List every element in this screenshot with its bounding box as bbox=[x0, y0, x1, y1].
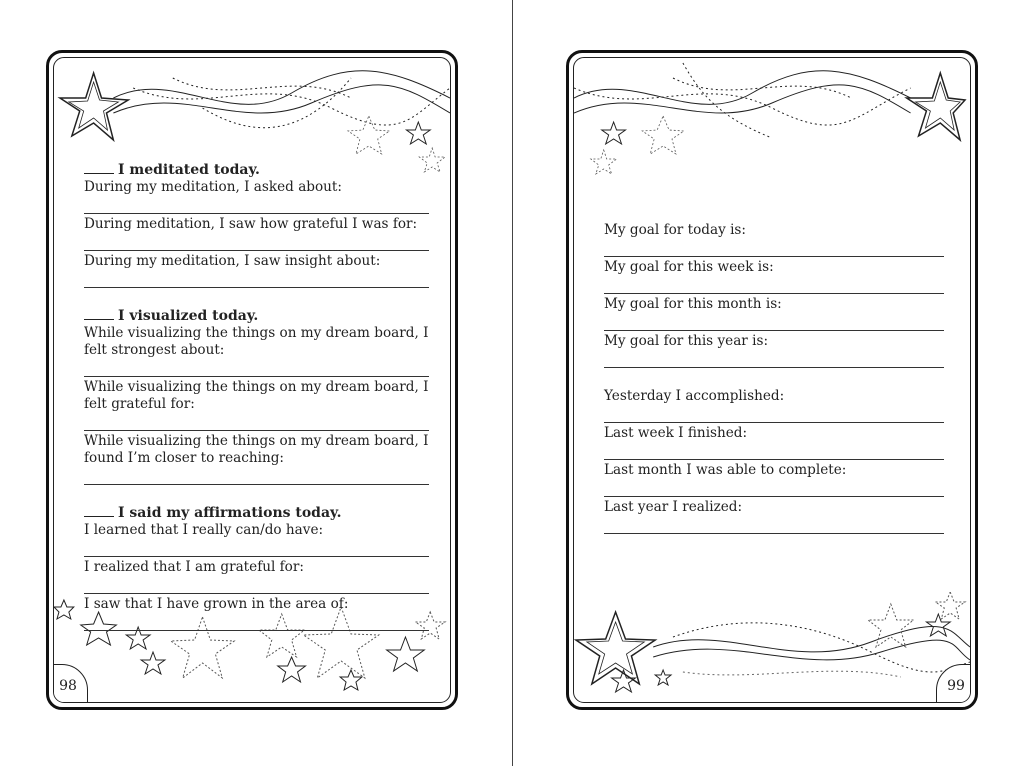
star-icon bbox=[655, 670, 671, 685]
bottom-stars-decoration bbox=[574, 592, 970, 702]
answer-line[interactable] bbox=[84, 467, 429, 485]
left-page-content bbox=[84, 162, 429, 633]
star-icon bbox=[591, 150, 617, 174]
answer-line[interactable] bbox=[604, 405, 944, 423]
answer-line[interactable] bbox=[84, 196, 429, 214]
answer-line[interactable] bbox=[604, 276, 944, 294]
prompt-text: My goal for today is: bbox=[604, 222, 746, 238]
prompt-text: Last month I was able to complete: bbox=[604, 462, 847, 478]
star-icon bbox=[387, 637, 425, 671]
top-stars-decoration bbox=[574, 58, 970, 198]
left-page bbox=[46, 50, 458, 710]
answer-line[interactable] bbox=[604, 350, 944, 368]
star-icon bbox=[54, 600, 74, 619]
star-icon bbox=[602, 122, 626, 144]
left-page-frame bbox=[53, 57, 451, 703]
prompt-text: My goal for this year is: bbox=[604, 333, 769, 349]
section-heading: I visualized today. bbox=[84, 308, 429, 325]
star-icon bbox=[278, 657, 306, 682]
answer-line[interactable] bbox=[84, 413, 429, 431]
answer-line[interactable] bbox=[84, 613, 429, 631]
page-number: 98 bbox=[53, 664, 88, 703]
prompt-text: During my meditation, I asked about: bbox=[84, 179, 342, 195]
prompt-text: While visualizing the things on my dream board, I found I’m closer to reaching: bbox=[84, 433, 429, 466]
prompt-text: During my meditation, I saw insight about: bbox=[84, 253, 381, 269]
prompt-text: During meditation, I saw how grateful I was for: bbox=[84, 216, 418, 232]
checkbox-blank[interactable] bbox=[84, 162, 114, 174]
answer-line[interactable] bbox=[84, 270, 429, 288]
right-page-content bbox=[604, 222, 944, 536]
page-number: 99 bbox=[936, 664, 971, 703]
answer-line[interactable] bbox=[604, 479, 944, 497]
star-icon bbox=[926, 614, 950, 636]
answer-line[interactable] bbox=[604, 313, 944, 331]
right-page bbox=[566, 50, 978, 710]
star-icon bbox=[348, 116, 390, 154]
prompt-text: I saw that I have grown in the area of: bbox=[84, 596, 349, 612]
prompt-text: I learned that I really can/do have: bbox=[84, 522, 324, 538]
checkbox-blank[interactable] bbox=[84, 505, 114, 517]
checkbox-blank[interactable] bbox=[84, 308, 114, 320]
prompt-text: I realized that I am grateful for: bbox=[84, 559, 304, 575]
accomplishments-section bbox=[604, 388, 944, 534]
answer-line[interactable] bbox=[604, 239, 944, 257]
prompt-text: While visualizing the things on my dream board, I felt grateful for: bbox=[84, 379, 429, 412]
prompt-text: My goal for this month is: bbox=[604, 296, 782, 312]
section-heading: I meditated today. bbox=[84, 162, 429, 179]
star-icon bbox=[935, 592, 965, 619]
section-heading: I said my affirmations today. bbox=[84, 505, 429, 522]
star-icon bbox=[642, 116, 684, 154]
prompt-text: Last year I realized: bbox=[604, 499, 743, 515]
answer-line[interactable] bbox=[84, 359, 429, 377]
star-icon bbox=[141, 652, 165, 674]
star-icon bbox=[406, 122, 430, 144]
prompt-text: My goal for this week is: bbox=[604, 259, 774, 275]
answer-line[interactable] bbox=[84, 539, 429, 557]
answer-line[interactable] bbox=[604, 516, 944, 534]
meditation-section bbox=[84, 162, 429, 288]
answer-line[interactable] bbox=[84, 233, 429, 251]
right-page-frame bbox=[573, 57, 971, 703]
goals-section bbox=[604, 222, 944, 368]
visualization-section bbox=[84, 308, 429, 485]
affirmations-section bbox=[84, 505, 429, 631]
answer-line[interactable] bbox=[604, 442, 944, 460]
prompt-text: Yesterday I accomplished: bbox=[604, 388, 785, 404]
book-spine bbox=[512, 0, 513, 766]
prompt-text: Last week I finished: bbox=[604, 425, 748, 441]
prompt-text: While visualizing the things on my dream board, I felt strongest about: bbox=[84, 325, 429, 358]
answer-line[interactable] bbox=[84, 576, 429, 594]
star-icon bbox=[907, 73, 965, 140]
